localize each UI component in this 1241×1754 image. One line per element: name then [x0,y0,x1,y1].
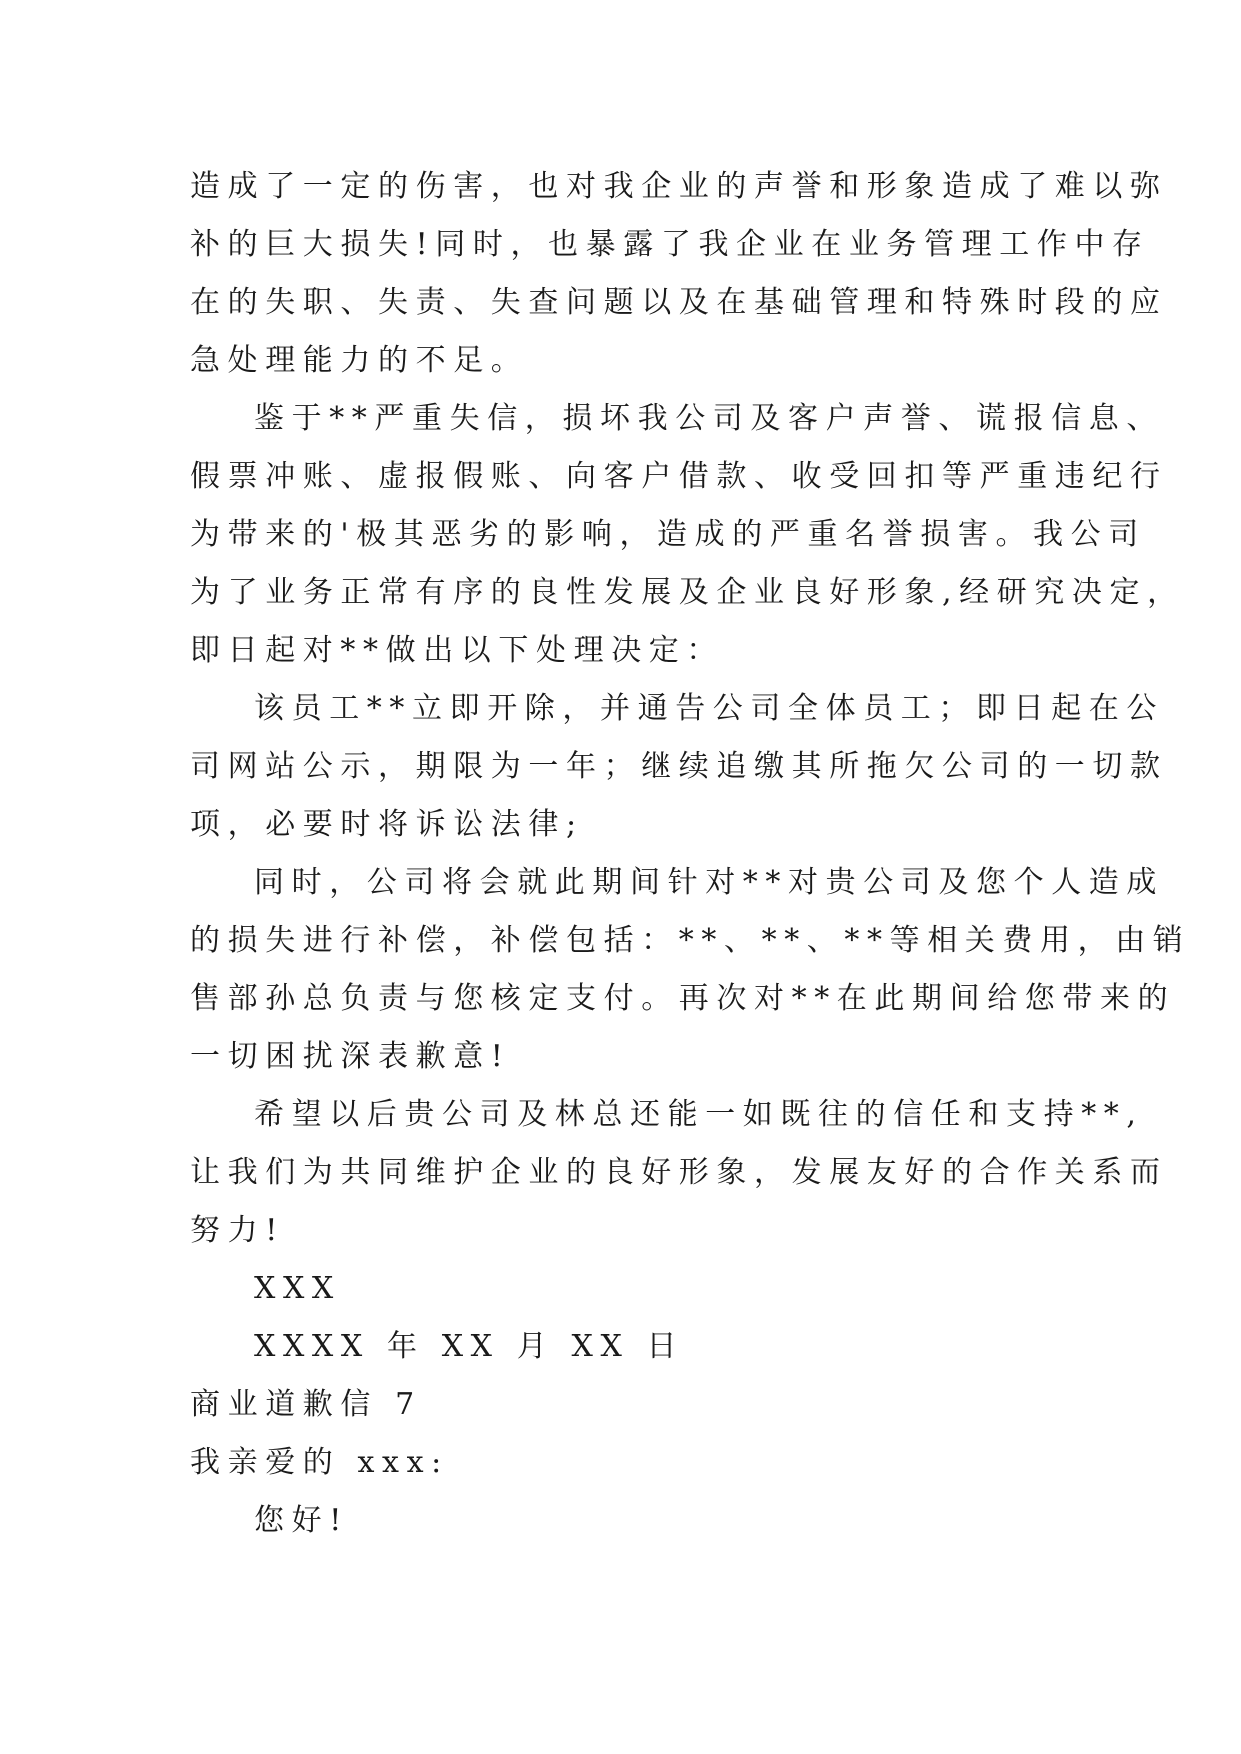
paragraph-start-line: 希望以后贵公司及林总还能一如既往的信任和支持**, [254,1097,1144,1132]
body-line: 即日起对**做出以下处理决定： [190,633,724,668]
body-line: 在的失职、失责、失查问题以及在基础管理和特殊时段的应 [190,285,1168,320]
body-line: 一切困扰深表歉意! [190,1039,511,1074]
body-line: 造成了一定的伤害，也对我企业的声誉和形象造成了难以弥 [190,169,1168,204]
body-line: 的损失进行补偿，补偿包括：**、**、**等相关费用，由销 [190,923,1191,958]
body-line: 司网站公示，期限为一年；继续追缴其所拖欠公司的一切款 [190,749,1168,784]
body-line: 为带来的'极其恶劣的影响，造成的严重名誉损害。我公司 [190,517,1146,552]
paragraph-start-line: 鉴于**严重失信，损坏我公司及客户声誉、谎报信息、 [254,401,1164,436]
document-body [190,158,1191,1550]
section-heading: 商业道歉信 7 [190,1387,422,1422]
body-line: 售部孙总负责与您核定支付。再次对**在此期间给您带来的 [190,981,1176,1016]
body-line: 项，必要时将诉讼法律; [190,807,584,842]
body-line: 努力! [190,1213,285,1248]
greeting: 您好! [254,1503,349,1538]
salutation: 我亲爱的 xxx: [190,1445,449,1480]
body-line: 假票冲账、虚报假账、向客户借款、收受回扣等严重违纪行 [190,459,1168,494]
signature-date: XXXX 年 XX 月 XX 日 [254,1329,685,1364]
paragraph-start-line: 同时，公司将会就此期间针对**对贵公司及您个人造成 [254,865,1164,900]
paragraph-start-line: 该员工**立即开除，并通告公司全体员工；即日起在公 [254,691,1164,726]
body-line: 让我们为共同维护企业的良好形象，发展友好的合作关系而 [190,1155,1168,1190]
body-line: 补的巨大损失!同时，也暴露了我企业在业务管理工作中存 [190,227,1150,262]
body-line: 为了业务正常有序的良性发展及企业良好形象,经研究决定， [190,575,1185,610]
signature-name: XXX [254,1271,341,1306]
body-line: 急处理能力的不足。 [190,343,529,378]
